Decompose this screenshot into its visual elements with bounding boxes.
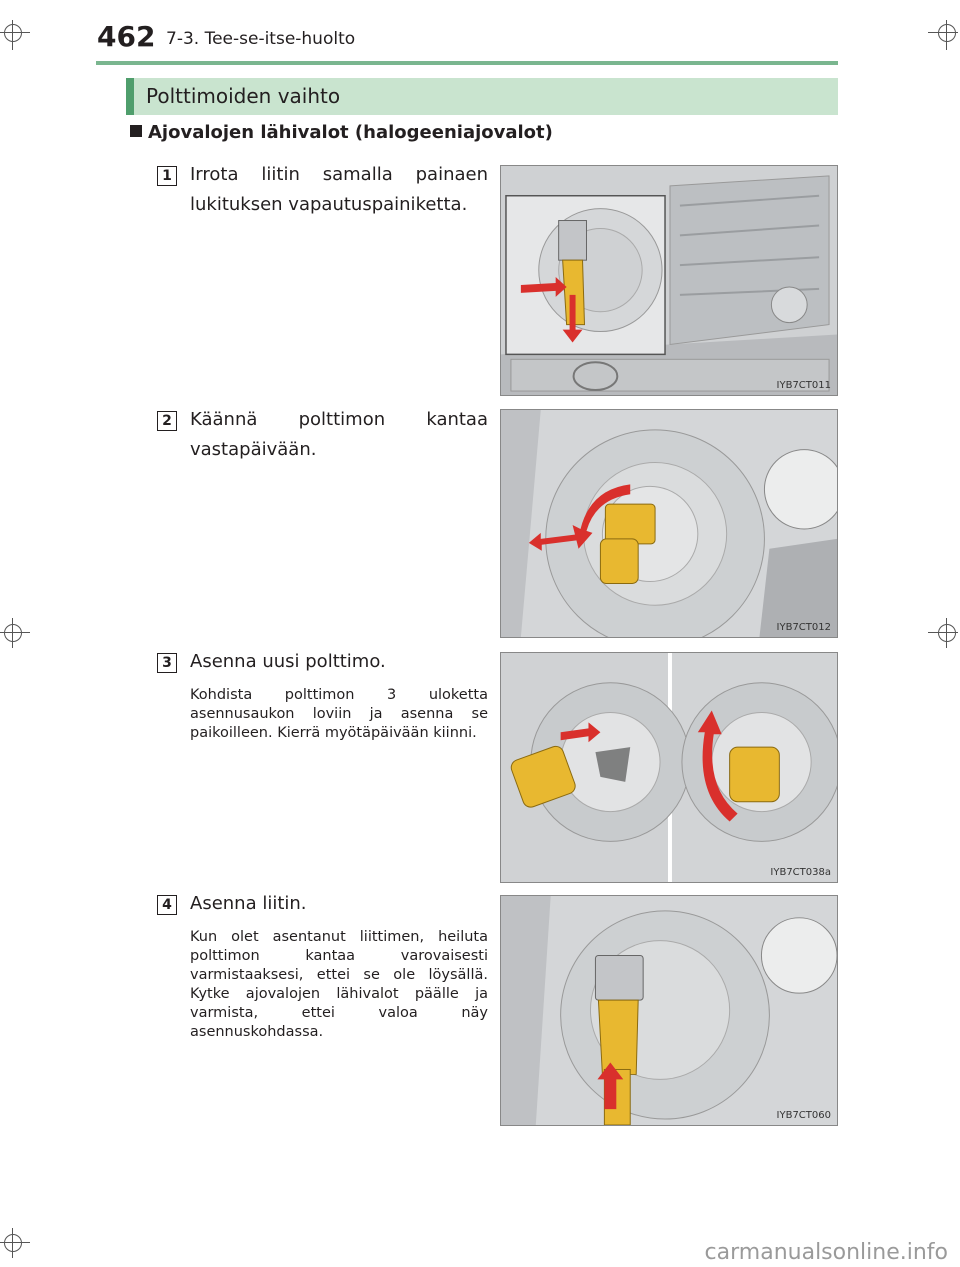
section-title-text: Polttimoiden vaihto	[146, 84, 341, 108]
figure-code-2: IYB7CT012	[776, 622, 831, 633]
figure-code-4: IYB7CT060	[776, 1110, 831, 1121]
header-rule	[96, 61, 838, 65]
step-note-3: Kohdista polttimon 3 uloketta asennusaukon loviin ja asenna se paikoilleen. Kierrä myötäpäivään kiinni.	[190, 687, 488, 741]
step-number-2: 2	[157, 411, 177, 431]
figure-code-3: IYB7CT038a	[770, 867, 831, 878]
connector-install-illustration	[501, 896, 837, 1125]
engine-bay-illustration	[501, 166, 837, 395]
figure-step-1	[500, 165, 838, 396]
figure-step-3	[500, 652, 838, 883]
step-text-2: Käännä polttimon kantaa vastapäivään.	[190, 409, 488, 460]
step-number-4: 4	[157, 895, 177, 915]
figure-step-2	[500, 409, 838, 638]
step-text-4: Asenna liitin.	[190, 893, 307, 914]
headlight-rear-illustration	[501, 410, 837, 637]
step-number-1: 1	[157, 166, 177, 186]
subheading	[130, 122, 553, 143]
section-title	[126, 78, 838, 115]
step-number-3: 3	[157, 653, 177, 673]
watermark: carmanualsonline.info	[704, 1240, 948, 1265]
chapter-title: 7-3. Tee-se-itse-huolto	[166, 29, 356, 49]
step-note-4: Kun olet asentanut liittimen, heiluta polttimon kantaa varovaisesti varmistaaksesi, ettei se ole löysällä. Kytke ajovalojen lähivalot päälle ja varmista, ettei valoa näy asennuskohdassa.	[190, 929, 488, 1040]
bulb-install-illustration	[501, 653, 837, 882]
figure-step-4	[500, 895, 838, 1126]
step-text-3: Asenna uusi polttimo.	[190, 651, 386, 672]
figure-code-1: IYB7CT011	[776, 380, 831, 391]
subheading-text: Ajovalojen lähivalot (halogeeniajovalot)	[148, 122, 553, 143]
page-number: 462	[97, 20, 156, 53]
square-bullet-icon	[130, 125, 142, 137]
step-text-1: Irrota liitin samalla painaen lukituksen vapautuspainiketta.	[190, 164, 488, 215]
